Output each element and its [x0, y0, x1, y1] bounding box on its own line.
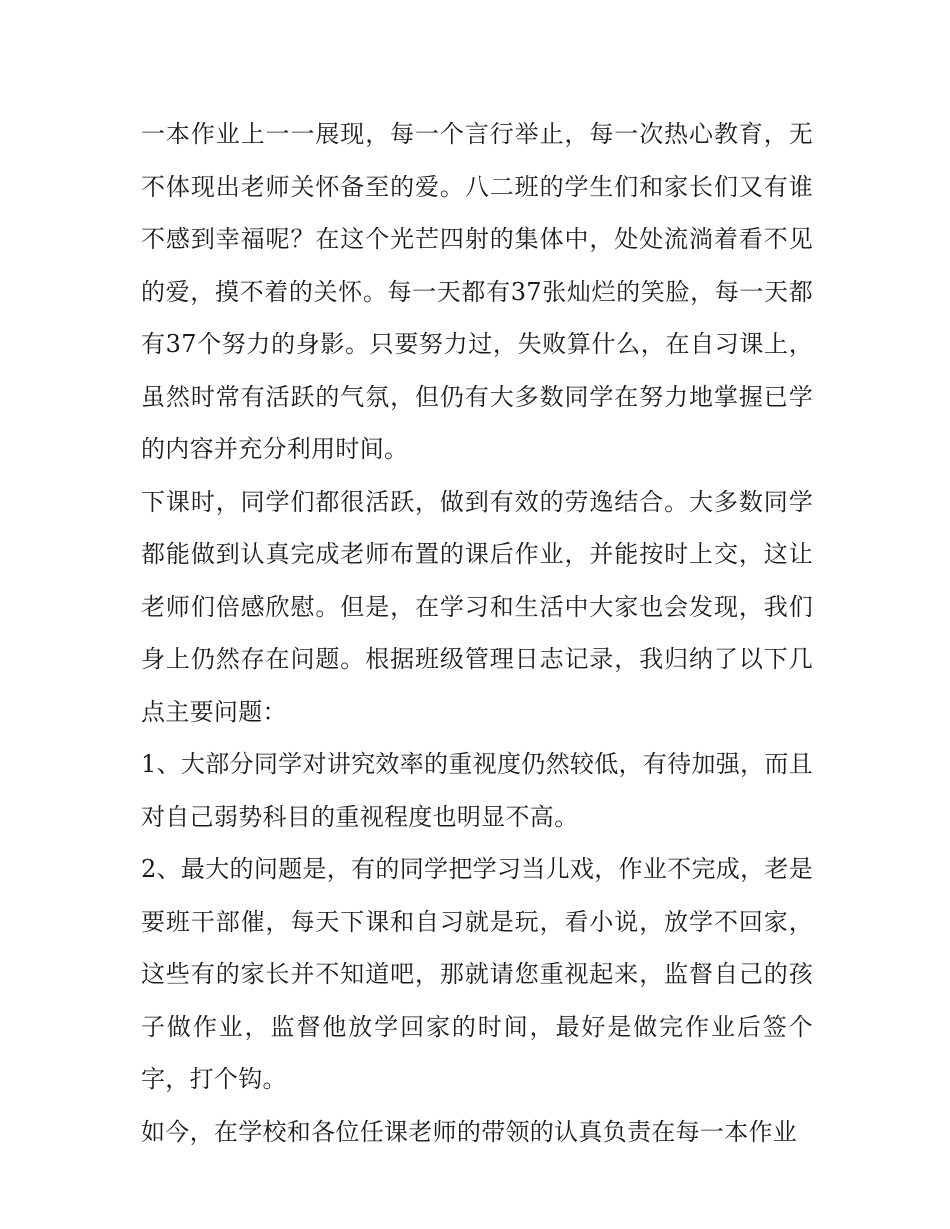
paragraph-issue-2: 2、最大的问题是，有的同学把学习当儿戏，作业不完成，老是要班干部催，每天下课和自习就是玩，看小说，放学不回家，这些有的家长并不知道吧，那就请您重视起来，监督自己的孩子做作业，监督他放学回家的时间，最好是做完作业后签个字，打个钩。 [141, 855, 813, 1093]
paragraph-after-class: 下课时，同学们都很活跃，做到有效的劳逸结合。大多数同学都能做到认真完成老师布置的课后作业，并能按时上交，这让老师们倍感欣慰。但是，在学习和生活中大家也会发现，我们身上仍然存在问题。根据班级管理日志记录，我归纳了以下几点主要问题： [141, 487, 813, 726]
document-body [141, 108, 813, 1158]
paragraph-intro-continued: 一本作业上一一展现，每一个言行举止，每一次热心教育，无不体现出老师关怀备至的爱。八二班的学生们和家长们又有谁不感到幸福呢？在这个光芒四射的集体中，处处流淌着看不见的爱，摸不着的关怀。每一天都有37张灿烂的笑脸，每一天都有37个努力的身影。只要努力过，失败算什么，在自习课上，虽然时常有活跃的气氛，但仍有大多数同学在努力地掌握已学的内容并充分利用时间。 [141, 120, 813, 463]
paragraph-issue-1: 1、大部分同学对讲究效率的重视度仍然较低，有待加强，而且对自己弱势科目的重视程度也明显不高。 [141, 750, 813, 831]
paragraph-now: 如今，在学校和各位任课老师的带领的认真负责在每一本作业 [141, 1117, 798, 1146]
